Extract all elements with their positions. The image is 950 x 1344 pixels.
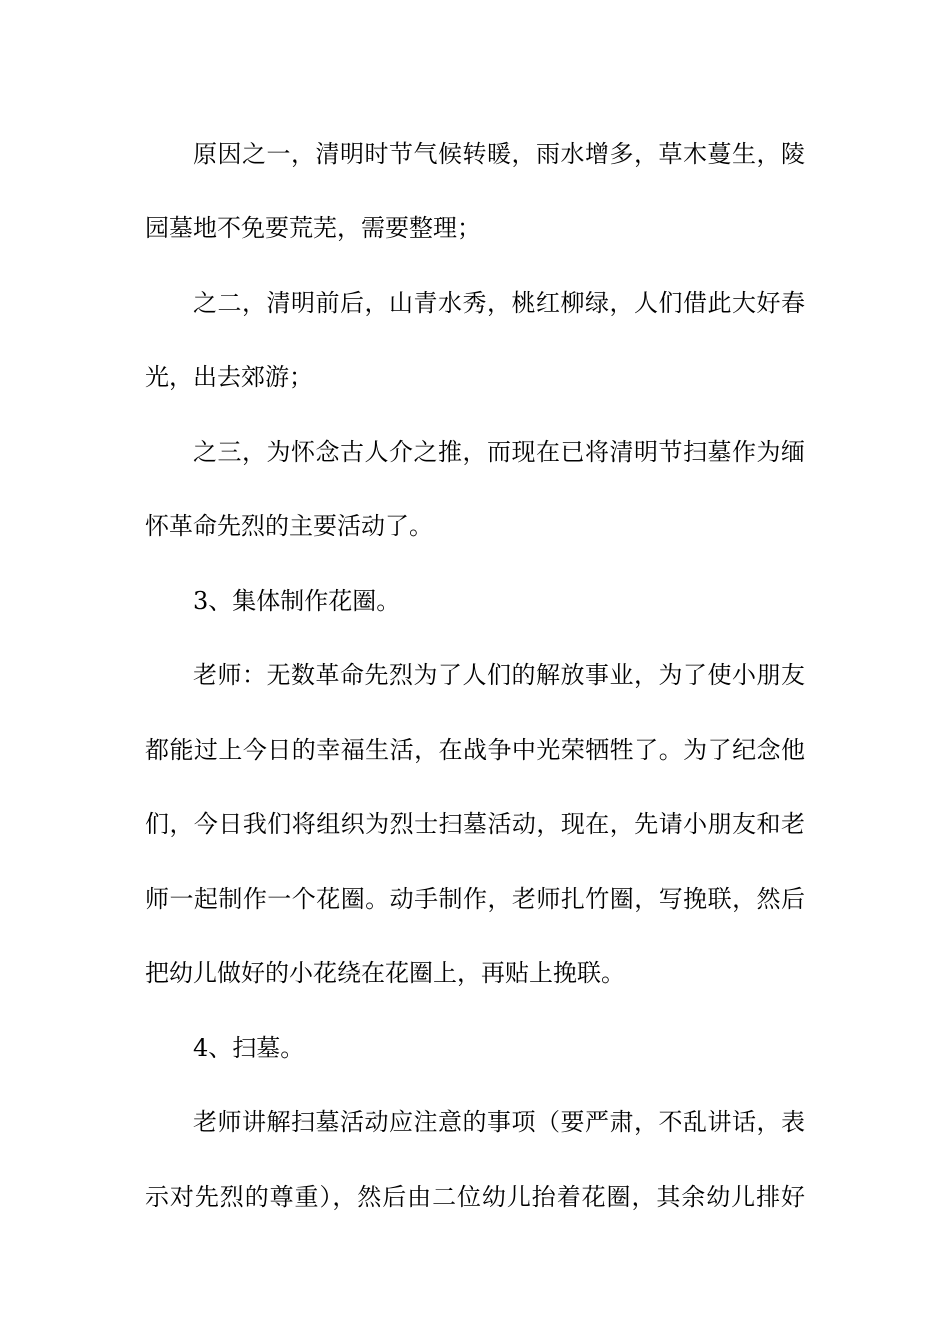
section-heading-3: 3、集体制作花圈。 xyxy=(193,587,401,615)
paragraph-1-line-2: 园墓地不免要荒芜，需要整理； xyxy=(145,214,481,242)
paragraph-4-line-5: 把幼儿做好的小花绕在花圈上，再贴上挽联。 xyxy=(145,959,625,987)
paragraph-5-line-2: 示对先烈的尊重），然后由二位幼儿抬着花圈，其余幼儿排好 xyxy=(145,1183,805,1211)
paragraph-4-line-1: 老师：无数革命先烈为了人们的解放事业，为了使小朋友 xyxy=(193,661,805,689)
paragraph-4-line-2: 都能过上今日的幸福生活，在战争中光荣牺牲了。为了纪念他 xyxy=(145,736,805,764)
paragraph-2-line-2: 光，出去郊游； xyxy=(145,363,313,391)
section-heading-4: 4、扫墓。 xyxy=(193,1034,305,1062)
paragraph-3-line-2: 怀革命先烈的主要活动了。 xyxy=(145,512,433,540)
paragraph-3-line-1: 之三，为怀念古人介之推，而现在已将清明节扫墓作为缅 xyxy=(193,438,805,466)
paragraph-5-line-1: 老师讲解扫墓活动应注意的事项（要严肃，不乱讲话，表 xyxy=(193,1108,805,1136)
paragraph-4-line-3: 们，今日我们将组织为烈士扫墓活动，现在，先请小朋友和老 xyxy=(145,810,805,838)
paragraph-1-line-1: 原因之一，清明时节气候转暖，雨水增多，草木蔓生，陵 xyxy=(193,140,805,168)
paragraph-2-line-1: 之二，清明前后，山青水秀，桃红柳绿，人们借此大好春 xyxy=(193,289,805,317)
paragraph-4-line-4: 师一起制作一个花圈。动手制作，老师扎竹圈，写挽联，然后 xyxy=(145,885,805,913)
